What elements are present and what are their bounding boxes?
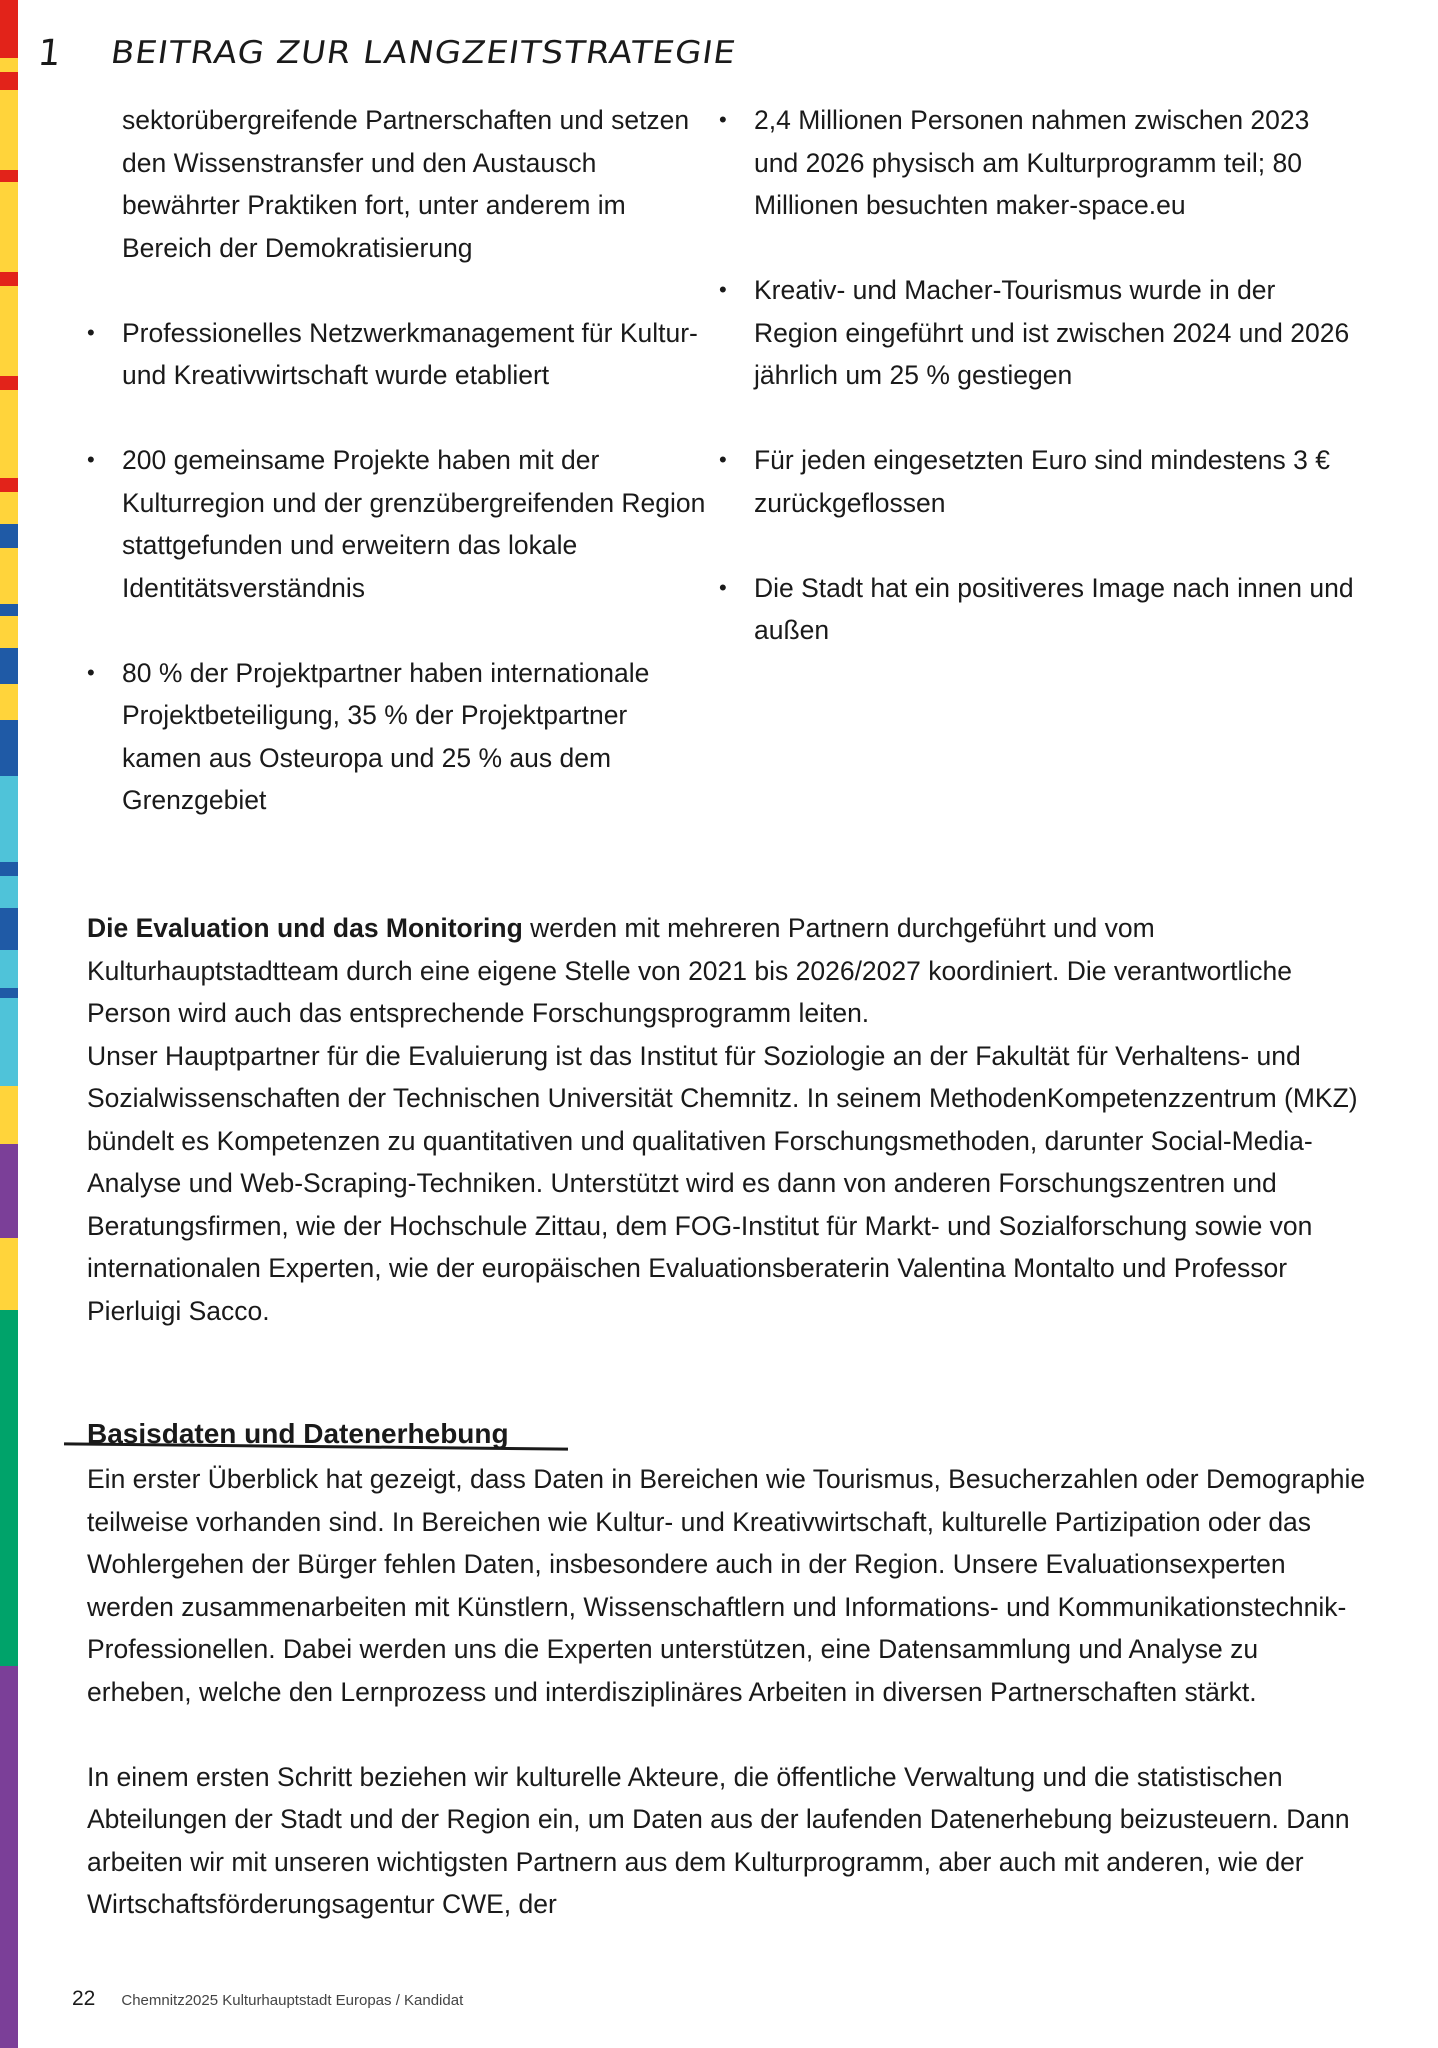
evaluation-lead-bold: Die Evaluation und das Monitoring: [87, 913, 523, 943]
chapter-title: BEITRAG ZUR LANGZEITSTRATEGIE: [108, 34, 739, 72]
basisdaten-paragraph-2: In einem ersten Schritt beziehen wir kulturelle Akteure, die öffentliche Verwaltung und die statistischen Abteilungen der Stadt und der Region ein, um Daten aus der laufenden Datenerhebung beizusteuern. Dann arbeiten wir mit unseren wichtigsten Partnern aus dem Kulturprogramm, aber auch mit anderen, wie der Wirtschaftsförderungsagentur CWE, der: [87, 1761, 1350, 1919]
list-item: [87, 439, 707, 609]
stripe-segment: [0, 182, 18, 272]
footer-publication: Chemnitz2025 Kulturhauptstadt Europas / Kandidat: [121, 1992, 464, 2009]
left-column: [87, 99, 707, 864]
basisdaten-section: [87, 1458, 1367, 1926]
stripe-segment: [0, 0, 18, 58]
evaluation-section: [87, 907, 1367, 1332]
stripe-segment: [0, 524, 18, 548]
section-heading: Basisdaten und Datenerhebung: [87, 1418, 509, 1449]
stripe-segment: [0, 272, 18, 286]
basisdaten-paragraph-1: Ein erster Überblick hat gezeigt, dass Daten in Bereichen wie Tourismus, Besucherzahlen oder Demographie teilweise vorhanden sind. In Bereichen wie Kultur- und Kreativwirtschaft, kulturelle Partizipation oder das Wohlergehen der Bürger fehlen Daten, insbesondere auch in der Region. Unsere Evaluationsexperten werden zusammenarbeiten mit Künstlern, Wissenschaftlern und Informations- und Kommunikationstechnik-Professionellen. Dabei werden uns die Experten unterstützen, eine Datensammlung und Analyse zu erheben, welche den Lernprozess und interdisziplinäres Arbeiten in diversen Partnerschaften stärkt.: [87, 1464, 1366, 1707]
stripe-segment: [0, 1144, 18, 1238]
list-item-text: Professionelles Netzwerkmanagement für Kultur- und Kreativwirtschaft wurde etabliert: [122, 317, 698, 390]
stripe-segment: [0, 286, 18, 376]
stripe-segment: [0, 988, 18, 998]
bullet-icon: •: [87, 447, 95, 472]
stripe-segment: [0, 908, 18, 950]
stripe-segment: [0, 1238, 18, 1310]
stripe-segment: [0, 720, 18, 776]
page-number: 22: [72, 1987, 96, 2010]
chapter-number: 1: [35, 32, 64, 74]
stripe-segment: [0, 548, 18, 604]
stripe-segment: [0, 1310, 18, 1666]
stripe-segment: [0, 604, 18, 616]
right-bullet-list: [719, 99, 1359, 652]
stripe-segment: [0, 876, 18, 908]
chapter-header: [35, 28, 739, 78]
stripe-segment: [0, 998, 18, 1086]
stripe-segment: [0, 376, 18, 390]
bullet-continuation: sektorübergreifende Partnerschaften und setzen den Wissenstransfer und den Austausch bewährter Praktiken fort, unter anderem im Bereich der Demokratisierung: [122, 105, 690, 263]
stripe-segment: [0, 170, 18, 182]
list-item-text: 200 gemeinsame Projekte haben mit der Kulturregion und der grenzübergreifenden Region stattgefunden und erweitern das lokale Identitätsverständnis: [122, 445, 706, 603]
bullet-icon: •: [719, 574, 727, 600]
evaluation-paragraph: [87, 907, 1367, 1035]
list-item-text: Kreativ- und Macher-Tourismus wurde in der Region eingeführt und ist zwischen 2024 und 2026 jährlich um 25 % gestiegen: [754, 275, 1350, 390]
stripe-segment: [0, 616, 18, 648]
bullet-icon: •: [719, 277, 727, 302]
list-item: [87, 312, 707, 397]
stripe-segment: [0, 72, 18, 90]
left-bullet-list: [87, 312, 707, 822]
stripe-segment: [0, 1666, 18, 2048]
evaluation-paragraph-2: Unser Hauptpartner für die Evaluierung ist das Institut für Soziologie an der Fakultät für Verhaltens- und Sozialwissenschaften der Technischen Universität Chemnitz. In seinem MethodenKompetenzzentrum (MKZ) bündelt es Kompetenzen zu quantitativen und qualitativen Forschungsmethoden, darunter Social-Media-Analyse und Web-Scraping-Techniken. Unterstützt wird es dann von anderen Forschungszentren und Beratungsfirmen, wie der Hochschule Zittau, dem FOG-Institut für Markt- und Sozialforschung sowie von internationalen Experten, wie der europäischen Evaluationsberaterin Valentina Montalto und Professor Pierluigi Sacco.: [87, 1040, 1358, 1326]
stripe-segment: [0, 862, 18, 876]
list-item-text: 80 % der Projektpartner haben internationale Projektbeteiligung, 35 % der Projektpartner kamen aus Osteuropa und 25 % aus dem Grenzgebiet: [122, 657, 650, 815]
list-item-text: 2,4 Millionen Personen nahmen zwischen 2023 und 2026 physisch am Kulturprogramm teil; 80 Millionen besuchten maker-space.eu: [754, 105, 1310, 220]
list-item: [719, 269, 1359, 397]
stripe-segment: [0, 390, 18, 478]
stripe-segment: [0, 90, 18, 170]
bullet-icon: •: [719, 107, 727, 132]
bullet-icon: •: [87, 319, 95, 345]
bullet-icon: •: [87, 659, 95, 685]
stripe-segment: [0, 950, 18, 988]
stripe-segment: [0, 58, 18, 72]
list-item-text: Die Stadt hat ein positiveres Image nach innen und außen: [754, 572, 1354, 645]
stripe-segment: [0, 478, 18, 492]
color-stripe: [0, 0, 18, 2048]
list-item: [719, 99, 1359, 227]
stripe-segment: [0, 492, 18, 524]
list-item: [87, 652, 707, 822]
list-item: [719, 439, 1359, 524]
page-footer: [72, 1987, 463, 2011]
list-item-text: Für jeden eingesetzten Euro sind mindestens 3 € zurückgeflossen: [754, 445, 1330, 518]
right-column: [719, 99, 1359, 694]
list-item: [719, 567, 1359, 652]
evaluation-lead-text: werden mit mehreren Partnern durchgeführt und vom Kulturhauptstadtteam durch eine eigene Stelle von 2021 bis 2026/2027 koordiniert. Die verantwortliche Person wird auch das entsprechende Forschungsprogramm leiten.: [87, 913, 1293, 1028]
stripe-segment: [0, 1086, 18, 1144]
bullet-icon: •: [719, 447, 727, 472]
stripe-segment: [0, 684, 18, 720]
stripe-segment: [0, 648, 18, 684]
stripe-segment: [0, 776, 18, 862]
